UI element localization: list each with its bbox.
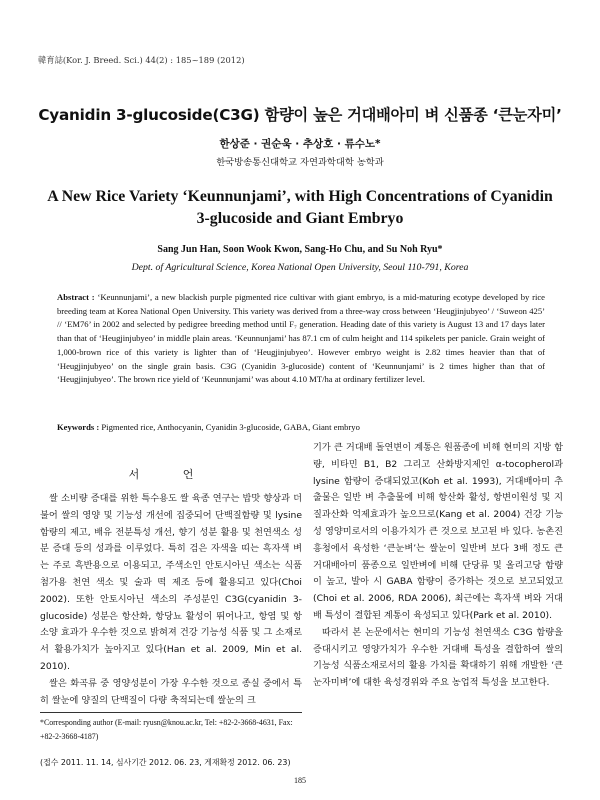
keywords-text: Pigmented rice, Anthocyanin, Cyanidin 3-glucoside, GABA, Giant embryo	[101, 422, 360, 432]
received-dates: (접수 2011. 11. 14, 심사기간 2012. 06. 23, 게재확정 2012. 06. 23)	[40, 758, 291, 767]
keywords-label: Keywords :	[57, 422, 100, 432]
page-number: 185	[294, 776, 306, 785]
abstract-text: ‘Keunnunjami’, a new blackish purple pigmented rice cultivar with giant embryo, is a mid-maturing ecotype developed by rice breeding team at Korea National Open University. This variety was derived from a three-way cross between ‘Heugjinjubyeo’ / ‘Suweon 425’ // ‘EM76’ in 2002 and selected by pedigree breeding method until F₇ generation. Heading date of this variety is August 13 and 17 days later than that of ‘Heugjinjubyeo’ in middle plain areas. ‘Keunnunjami’ has 87.1 cm of culm height and 114 spikelets per panicle. Grain weight of 1,000-brown rice of this variety is lighter than of ‘Heugjinjubyeo’. However embryo weight is 2.82 times heavier than that of ‘Heugjinjubyeo’ on the single grain basis. C3G (Cyanidin 3-glucoside) content of ‘Keunnunjami’ is 2 times higher than that of ‘Heugjinjubyeo’. The brown rice yield of ‘Keunnunjami’ was about 4.10 MT/ha at ordinary fertilizer level.	[57, 292, 545, 385]
keywords	[57, 422, 545, 432]
left-column	[40, 491, 302, 709]
korean-title: Cyanidin 3-glucoside(C3G) 함량이 높은 거대배아미 벼 신품종 ‘큰눈자미’	[38, 106, 562, 124]
korean-affiliation: 한국방송통신대학교 자연과학대학 농학과	[216, 157, 384, 168]
korean-authors: 한상준 · 권순욱 · 추상호 · 류수노*	[219, 138, 381, 150]
right-column	[313, 440, 563, 692]
right-paragraph-2: 따라서 본 논문에서는 현미의 기능성 천연색소 C3G 함량을 증대시키고 영양가치가 우수한 거대배 특성을 결합하여 쌀의 기능성 식품소재로서의 활용 가치를 확대하기 위해 개발한 ‘큰눈자미벼’에 대한 육성경위와 주요 농업적 특성을 보고한다.	[313, 626, 563, 689]
english-authors: Sang Jun Han, Soon Wook Kwon, Sang-Ho Chu, and Su Noh Ryu*	[157, 244, 443, 255]
left-paragraph-1: 쌀 소비량 증대를 위한 특수용도 쌀 육종 연구는 밥맛 향상과 더불어 쌀의 영양 및 기능성 개선에 집중되어 단백질함량 및 lysine 함량의 제고, 배유 전분특성 개선, 향기 성분 활용 및 천연색소 성분 증대 등의 성과를 이루었다. 특히 검은 자색을 띠는 흑자색 벼는 주로 흑반용으로 이용되고, 주색소인 안토시아닌 색소는 식품 첨가용 천연 색소 및 술과 떡 제조 등에 활용되고 있다(Choi 2002). 또한 안토시아닌 색소의 주성분인 C3G(cyanidin 3-glucoside) 성분은 항산화, 항당뇨 활성이 뛰어나고, 항염 및 항소양 효과가 우수한 것으로 밝혀져 건강 기능성 식품 및 그 소재로서 활용가치가 높아지고 있다(Han et al. 2009, Min et al. 2010).	[40, 493, 302, 672]
journal-header: 韓育誌(Kor. J. Breed. Sci.) 44(2) : 185~189 (2012)	[38, 55, 245, 65]
english-affiliation: Dept. of Agricultural Science, Korea National Open University, Seoul 110-791, Korea	[131, 262, 469, 273]
footnote-divider	[40, 712, 302, 713]
section-title-introduction: 서 언	[128, 468, 214, 481]
left-paragraph-2: 쌀은 화곡류 중 영양성분이 가장 우수한 것으로 종실 중에서 특히 쌀눈에 양질의 단백질이 다량 축적되는데 쌀눈의 크	[40, 677, 302, 706]
abstract	[57, 291, 545, 387]
right-paragraph-1: 기가 큰 거대배 돌연변이 계통은 원품종에 비해 현미의 지방 함량, 비타민 B1, B2 그리고 산화방지제인 α-tocopherol과 lysine 함량이 증대되었고(Koh et al. 1993), 거대배아미 추출물은 일반 벼 추출물에 비해 항산화 활성, 항변이원성 및 지질과산화 억제효과가 높으므로(Kang et al. 2004) 건강 기능성 영양미로서의 이용가치가 큰 것으로 보고된 바 있다. 농촌진흥청에서 육성한 ‘큰눈벼’는 쌀눈이 일반벼 보다 3배 정도 큰 거대배아미 품종으로 일반벼에 비해 단당류 및 올리고당 함량이 높고, 발아 시 GABA 함량이 증가하는 것으로 보고되었고(Choi et al. 2006, RDA 2006), 최근에는 흑자색 벼와 거대배 특성이 결합된 계통이 육성되고 있다(Park et al. 2010).	[313, 442, 563, 621]
corresponding-author-footnote: *Corresponding author (E-mail: ryusn@knou.ac.kr, Tel: +82-2-3668-4631, Fax: +82-2-3668-4187)	[40, 718, 293, 741]
abstract-label: Abstract :	[57, 292, 95, 302]
english-title: A New Rice Variety ‘Keunnunjami’, with High Concentrations of Cyanidin 3-glucoside and Giant Embryo	[47, 188, 553, 227]
